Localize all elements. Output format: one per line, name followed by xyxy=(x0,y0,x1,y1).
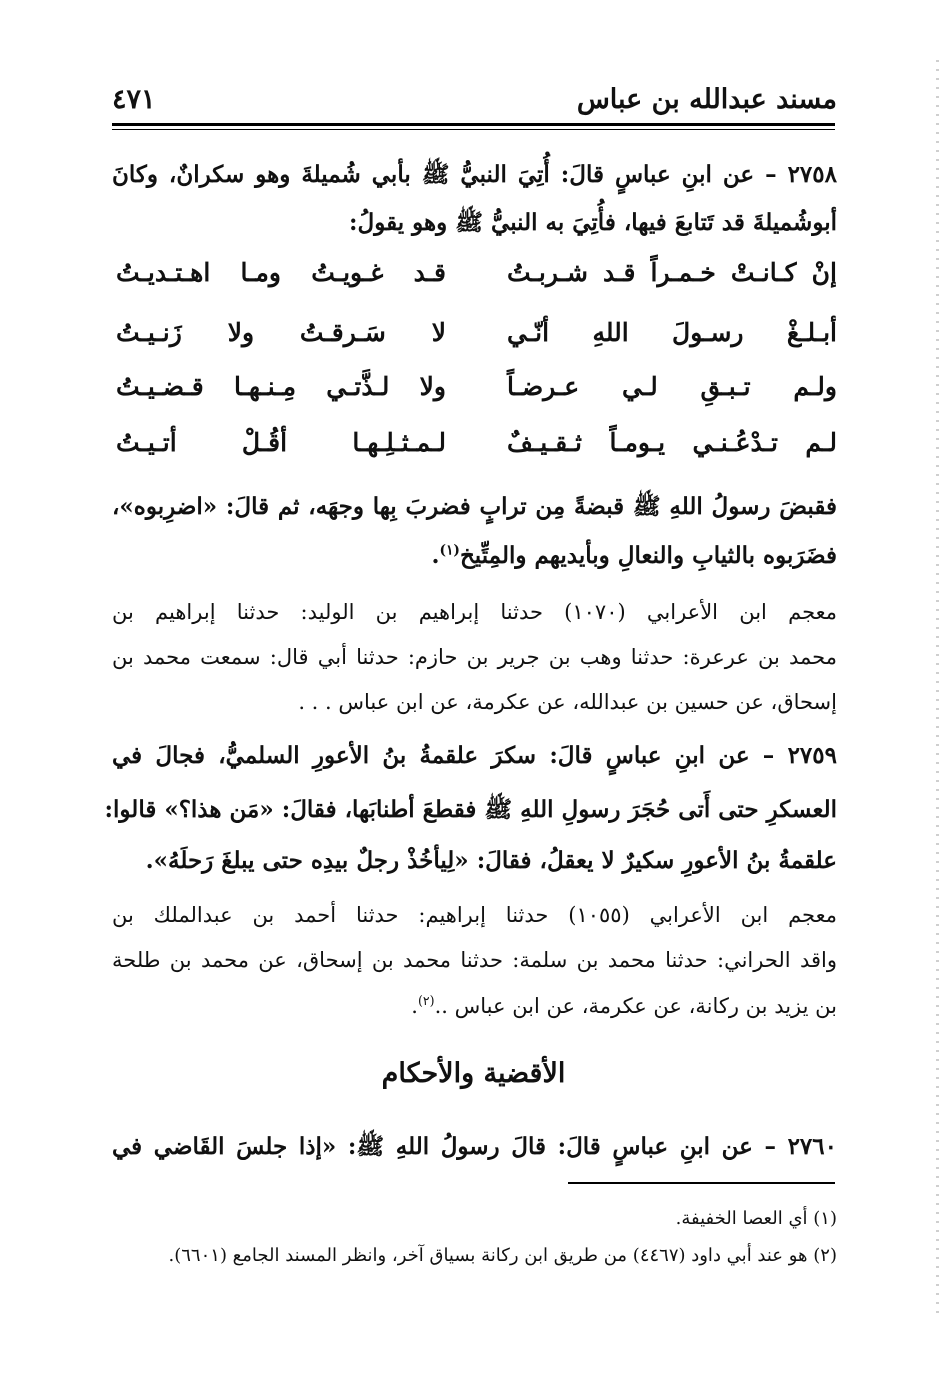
verse-4-second-hemistich: لـمـثـلِـهـا أقُـلْ أتـيـتُ xyxy=(116,428,446,457)
verse-2-second-hemistich: لا سَـرقـتُ ولا زَنـيـتُ xyxy=(116,318,446,347)
verse-1-first-hemistich: إنْ كـانـتْ خـمـراً قـد شـربـتُ xyxy=(507,258,837,287)
scan-edge-artifact xyxy=(936,60,939,1320)
page-number: ٤٧١ xyxy=(112,84,156,115)
hadith-2758-line-1: ٢٧٥٨ – عن ابنِ عباسٍ قالَ: أُتِيَ النبيُّ ﷺ بأبي شُميلةَ وهو سكرانٌ، وكانَ xyxy=(112,161,837,188)
hadith-2758-line-2: أبوشُميلةَ قد تَتابعَ فيها، فأُتِيَ به النبيُّ ﷺ وهو يقولُ: xyxy=(349,209,837,236)
hadith-2758-source-line-2: محمد بن عرعرة: حدثنا وهب بن جرير بن حازم: حدثنا أبي قال: سمعت محمد بن xyxy=(112,645,837,669)
header-rule-thin xyxy=(112,129,835,130)
verse-4-first-hemistich: لـم تـدْعُـنـي يـومـاً ثـقـيـفٌ xyxy=(507,428,837,457)
hadith-2759-source-line-2: واقد الحراني: حدثنا محمد بن سلمة: حدثنا محمد بن إسحاق، عن محمد بن طلحة xyxy=(112,948,837,972)
footnote-2: (٢) هو عند أبي داود (٤٤٦٧) من طريق ابن ركانة بسياق آخر، وانظر المسند الجامع (٦٦٠١). xyxy=(168,1245,837,1266)
hadith-2758-source-line-1: معجم ابن الأعرابي (١٠٧٠) حدثنا إبراهيم بن الوليد: حدثنا إبراهيم بن xyxy=(112,600,838,624)
footnote-separator xyxy=(568,1182,835,1184)
hadith-2759-line-1: ٢٧٥٩ – عن ابنِ عباسٍ قالَ: سكرَ علقمةُ بنُ الأعورِ السلميُّ، فجالَ في xyxy=(112,742,837,769)
hadith-2758-after-line-2: فضَرَبوه بالثيابِ والنعالِ وبأيديهم والمِتِّيخ$^{(١)}$. xyxy=(431,542,837,569)
hadith-2759-source-line-3: بن يزيد بن ركانة، عن عكرمة، عن ابن عباس ..$^{(٢)}$. xyxy=(411,993,837,1018)
hadith-2759-line-3: علقمةُ بنُ الأعورِ سكيرٌ لا يعقلُ، فقالَ: «لِيأخُذْ رجلٌ بيدِه حتى يبلغَ رَحلَهُ». xyxy=(145,847,837,874)
footnote-marker-2: (٢) xyxy=(417,993,435,1008)
header-rule-thick xyxy=(112,123,835,126)
footnote-marker-1: (١) xyxy=(439,542,460,559)
verse-3-first-hemistich: ولـم تـبـقِ لـي عـرضـاً xyxy=(507,372,837,401)
section-heading: الأقضية والأحكام xyxy=(381,1058,566,1089)
footnote-1: (١) أي العصا الخفيفة. xyxy=(675,1208,837,1229)
hadith-2758-after-line-1: فقبضَ رسولُ اللهِ ﷺ قبضةً مِن ترابٍ فضربَ بِها وجهَه، ثم قالَ: «اضرِبوه»، xyxy=(112,493,837,520)
running-header-title: مسند عبدالله بن عباس xyxy=(576,84,837,115)
hadith-2759-line-2: العسكرِ حتى أَتى حُجَرَ رسولِ اللهِ ﷺ فقطعَ أطنابَها، فقالَ: «مَن هذا؟» قالوا: xyxy=(104,796,837,823)
verse-3-second-hemistich: ولا لـذَّتـي مِـنـهـا قـضـيـتُ xyxy=(116,372,446,401)
verse-1-second-hemistich: قـد غـويـتُ ومـا اهـتـديـتُ xyxy=(116,258,446,287)
hadith-2760-line-1: ٢٧٦٠ – عن ابنِ عباسٍ قالَ: قالَ رسولُ اللهِ ﷺ: «إذا جلسَ القَاضي في xyxy=(112,1133,837,1160)
hadith-2759-source-line-1: معجم ابن الأعرابي (١٠٥٥) حدثنا إبراهيم: حدثنا أحمد بن عبدالملك بن xyxy=(112,903,837,927)
verse-2-first-hemistich: أبـلـغْ رسـولَ اللهِ أنّـي xyxy=(507,318,837,347)
hadith-2758-source-line-3: إسحاق، عن حسين بن عبدالله، عن عكرمة، عن ابن عباس . . . xyxy=(298,690,837,714)
